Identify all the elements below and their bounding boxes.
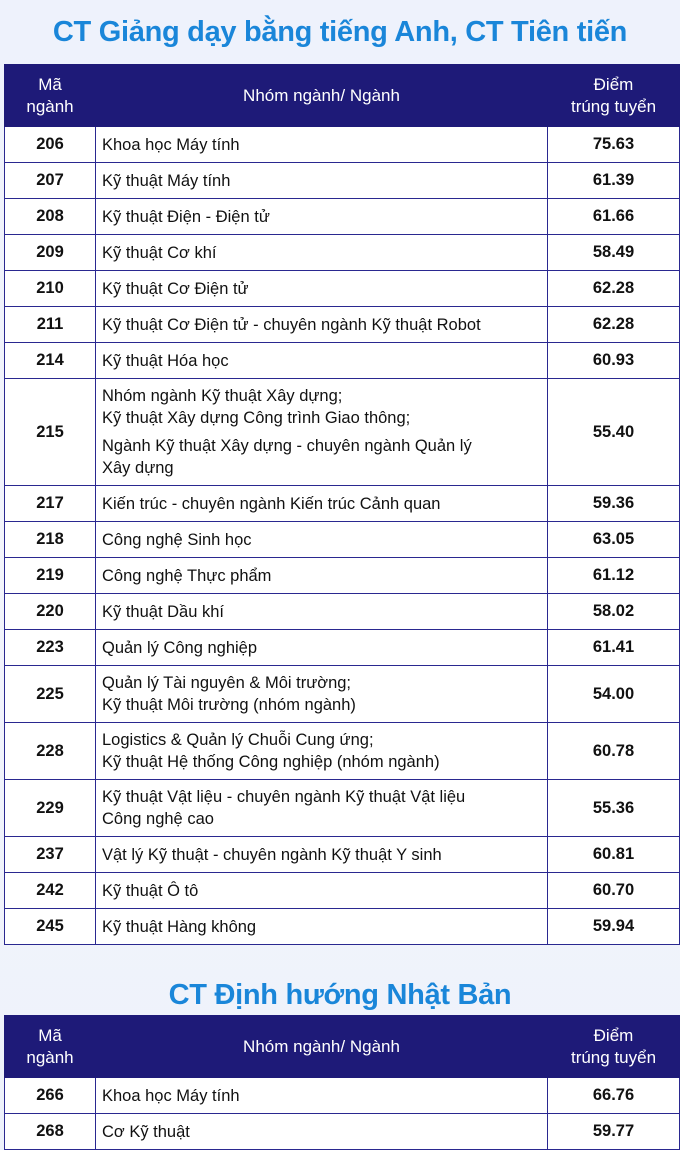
header-code xyxy=(5,1016,96,1078)
header-code xyxy=(5,65,96,127)
major-name xyxy=(96,723,548,780)
admission-score: 63.05 xyxy=(548,522,680,558)
table-row xyxy=(5,199,680,235)
major-name-line: Kỹ thuật Xây dựng Công trình Giao thông; xyxy=(102,409,411,427)
table-row xyxy=(5,873,680,909)
major-name xyxy=(96,630,548,666)
table-header xyxy=(5,1016,680,1078)
table-row xyxy=(5,780,680,837)
major-code: 211 xyxy=(5,307,96,343)
table-row xyxy=(5,271,680,307)
major-name-line: Vật lý Kỹ thuật - chuyên ngành Kỹ thuật Y sinh xyxy=(102,845,442,864)
major-code: 266 xyxy=(5,1078,96,1114)
table-row xyxy=(5,909,680,945)
header-name: Nhóm ngành/ Ngành xyxy=(96,65,548,127)
table-row xyxy=(5,837,680,873)
major-code: 228 xyxy=(5,723,96,780)
admission-score: 61.66 xyxy=(548,199,680,235)
major-name xyxy=(96,558,548,594)
admission-score: 75.63 xyxy=(548,127,680,163)
header-score-line: trúng tuyển xyxy=(570,96,657,116)
scores-table-english-programs xyxy=(4,64,680,945)
major-name-line: Quản lý Công nghiệp xyxy=(102,638,258,657)
table-row xyxy=(5,127,680,163)
major-code: 229 xyxy=(5,780,96,837)
admission-score: 54.00 xyxy=(548,666,680,723)
admission-score: 55.40 xyxy=(548,379,680,486)
major-code: 208 xyxy=(5,199,96,235)
major-name xyxy=(96,379,548,486)
major-code: 210 xyxy=(5,271,96,307)
major-name xyxy=(96,163,548,199)
table-row xyxy=(5,522,680,558)
header-code-line: ngành xyxy=(26,1047,74,1067)
major-name-line: Công nghệ Sinh học xyxy=(102,530,252,549)
major-name-line: Kiến trúc - chuyên ngành Kiến trúc Cảnh quan xyxy=(102,494,441,513)
table-row xyxy=(5,723,680,780)
header-score xyxy=(548,1016,680,1078)
admission-score: 60.70 xyxy=(548,873,680,909)
major-name-line: Kỹ thuật Máy tính xyxy=(102,171,231,190)
table-row xyxy=(5,486,680,522)
major-name xyxy=(96,199,548,235)
header-code-line: Mã xyxy=(38,74,62,94)
major-code: 245 xyxy=(5,909,96,945)
major-name xyxy=(96,307,548,343)
major-name-line: Quản lý Tài nguyên & Môi trường; xyxy=(102,674,352,692)
major-name-line: Kỹ thuật Cơ Điện tử - chuyên ngành Kỹ thuật Robot xyxy=(102,315,481,334)
major-name-line: Kỹ thuật Môi trường (nhóm ngành) xyxy=(102,696,356,714)
table-row xyxy=(5,235,680,271)
major-name-line: Logistics & Quản lý Chuỗi Cung ứng; xyxy=(102,731,374,749)
major-name xyxy=(96,271,548,307)
table-row xyxy=(5,343,680,379)
table-row xyxy=(5,630,680,666)
admission-score: 55.36 xyxy=(548,780,680,837)
admission-score: 62.28 xyxy=(548,271,680,307)
table-row xyxy=(5,163,680,199)
major-code: 207 xyxy=(5,163,96,199)
major-name xyxy=(96,666,548,723)
major-code: 217 xyxy=(5,486,96,522)
table-row xyxy=(5,1078,680,1114)
major-name-line: Khoa học Máy tính xyxy=(102,135,240,154)
major-name-line: Kỹ thuật Cơ Điện tử xyxy=(102,279,249,298)
table-row xyxy=(5,1114,680,1150)
major-code: 218 xyxy=(5,522,96,558)
admission-score: 59.94 xyxy=(548,909,680,945)
header-score-line: Điểm xyxy=(593,1025,634,1045)
table-row xyxy=(5,558,680,594)
major-code: 242 xyxy=(5,873,96,909)
major-name-line: Công nghệ cao xyxy=(102,810,214,828)
header-name: Nhóm ngành/ Ngành xyxy=(96,1016,548,1078)
major-name xyxy=(96,522,548,558)
major-name xyxy=(96,780,548,837)
major-name-line: Kỹ thuật Ô tô xyxy=(102,881,199,900)
admission-score: 62.28 xyxy=(548,307,680,343)
table-row xyxy=(5,379,680,486)
section-title-japan-programs: CT Định hướng Nhật Bản xyxy=(168,979,512,1011)
major-code: 206 xyxy=(5,127,96,163)
major-name xyxy=(96,343,548,379)
admission-score: 61.12 xyxy=(548,558,680,594)
admission-score: 60.78 xyxy=(548,723,680,780)
admission-score: 61.39 xyxy=(548,163,680,199)
major-name xyxy=(96,873,548,909)
major-code: 237 xyxy=(5,837,96,873)
major-code: 268 xyxy=(5,1114,96,1150)
major-name-line: Kỹ thuật Vật liệu - chuyên ngành Kỹ thuật Vật liệu xyxy=(102,788,466,806)
major-name-line: Kỹ thuật Hệ thống Công nghiệp (nhóm ngành) xyxy=(102,753,440,771)
major-code: 219 xyxy=(5,558,96,594)
major-name xyxy=(96,1114,548,1150)
major-code: 215 xyxy=(5,379,96,486)
major-name xyxy=(96,837,548,873)
table-header xyxy=(5,65,680,127)
admission-score: 66.76 xyxy=(548,1078,680,1114)
major-name-line: Kỹ thuật Dầu khí xyxy=(102,602,224,621)
major-name-line: Kỹ thuật Hàng không xyxy=(102,917,257,936)
major-code: 220 xyxy=(5,594,96,630)
scores-table-japan-programs xyxy=(4,1015,680,1150)
major-code: 209 xyxy=(5,235,96,271)
table-row xyxy=(5,594,680,630)
major-name xyxy=(96,486,548,522)
header-score-line: trúng tuyển xyxy=(570,1047,657,1067)
admission-score: 60.93 xyxy=(548,343,680,379)
major-name xyxy=(96,127,548,163)
major-name-line: Ngành Kỹ thuật Xây dựng - chuyên ngành Quản lý xyxy=(102,437,472,455)
header-score-line: Điểm xyxy=(593,74,634,94)
major-name xyxy=(96,235,548,271)
header-score xyxy=(548,65,680,127)
major-name xyxy=(96,1078,548,1114)
major-name-line: Khoa học Máy tính xyxy=(102,1086,240,1105)
major-name xyxy=(96,909,548,945)
major-name-line: Xây dựng xyxy=(102,459,174,477)
header-code-line: Mã xyxy=(38,1025,62,1045)
major-name-line: Nhóm ngành Kỹ thuật Xây dựng; xyxy=(102,387,343,405)
major-name-line: Công nghệ Thực phẩm xyxy=(102,566,272,585)
major-name-line: Kỹ thuật Cơ khí xyxy=(102,243,217,262)
admission-score: 61.41 xyxy=(548,630,680,666)
admission-score: 58.02 xyxy=(548,594,680,630)
admission-score: 59.36 xyxy=(548,486,680,522)
major-code: 223 xyxy=(5,630,96,666)
header-code-line: ngành xyxy=(26,96,74,116)
major-code: 214 xyxy=(5,343,96,379)
table-row xyxy=(5,307,680,343)
table-row xyxy=(5,666,680,723)
major-name xyxy=(96,594,548,630)
admission-score: 59.77 xyxy=(548,1114,680,1150)
admission-score: 60.81 xyxy=(548,837,680,873)
major-name-line: Kỹ thuật Hóa học xyxy=(102,351,229,370)
major-name-line: Kỹ thuật Điện - Điện tử xyxy=(102,207,270,226)
section-title-english-programs: CT Giảng dạy bằng tiếng Anh, CT Tiên tiến xyxy=(52,16,628,48)
admission-score: 58.49 xyxy=(548,235,680,271)
major-name-line: Cơ Kỹ thuật xyxy=(102,1122,190,1141)
major-code: 225 xyxy=(5,666,96,723)
